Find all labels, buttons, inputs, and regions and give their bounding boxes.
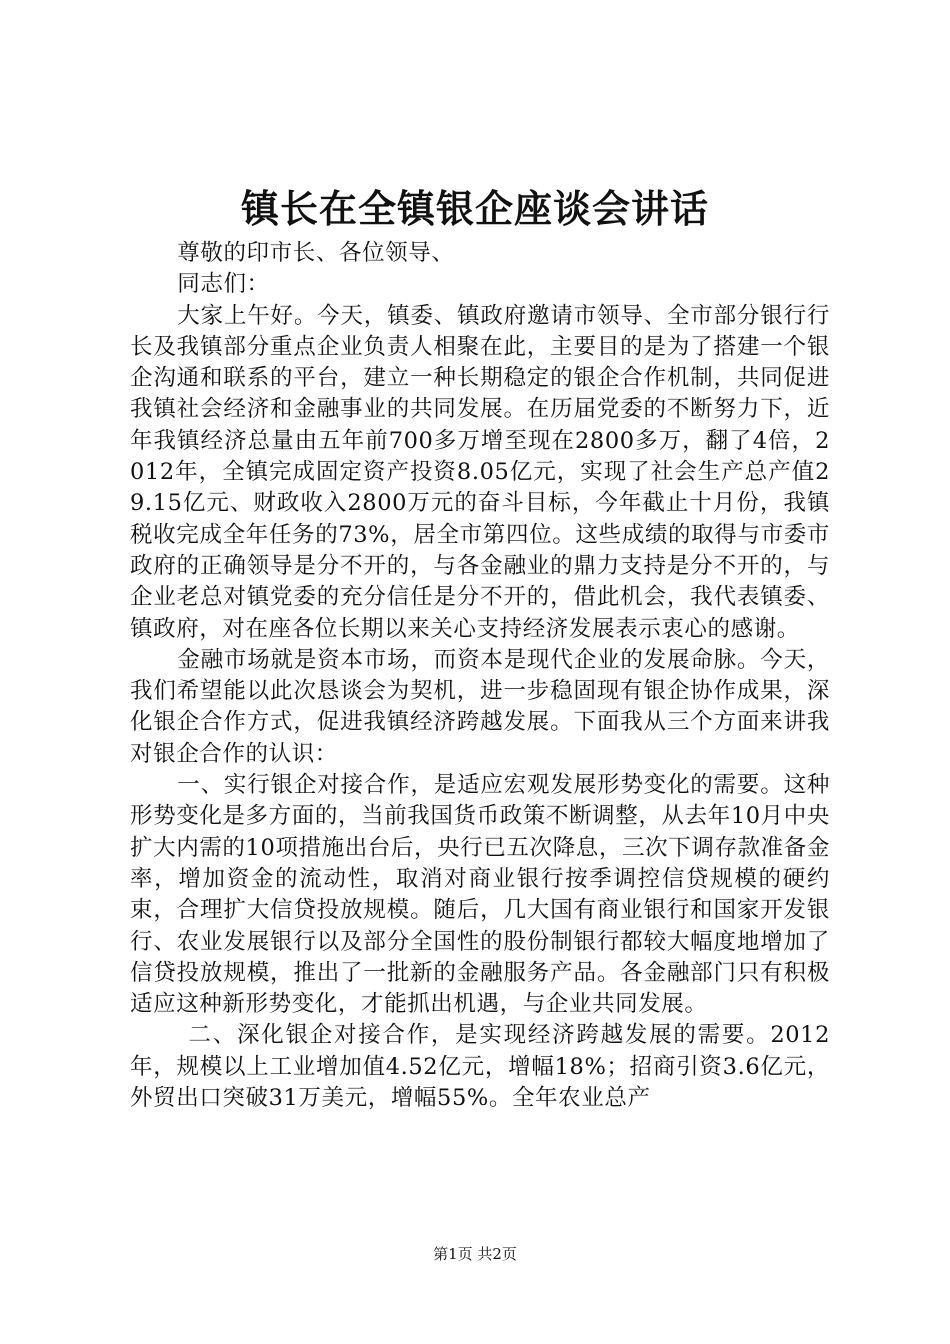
body-paragraph: 金融市场就是资本市场，而资本是现代企业的发展命脉。今天，我们希望能以此次恳谈会为契机，进一步稳固现有银企协作成果，深化银企合作方式，促进我镇经济跨越发展。下面我从三个方面来讲我对银企合作的认识： — [130, 646, 830, 767]
salutation-line: 尊敬的印市长、各位领导、 — [177, 240, 455, 266]
page-number: 第1页 共2页 — [433, 1245, 517, 1263]
salutation-line: 同志们： — [177, 271, 270, 298]
page-title: 镇长在全镇银企座谈会讲话 — [240, 187, 709, 231]
body-paragraph: 二、深化银企对接合作，是实现经济跨越发展的需要。2012年，规模以上工业增加值4.52亿元，增幅18%；招商引资3.6亿元，外贸出口突破31万美元，增幅55%。全年农业总产 — [130, 1022, 830, 1112]
document-body — [130, 238, 830, 1114]
body-paragraph: 一、实行银企对接合作，是适应宏观发展形势变化的需要。这种形势变化是多方面的，当前我国货币政策不断调整，从去年10月中央扩大内需的10项措施出台后，央行已五次降息，三次下调存款准备金率，增加资金的流动性，取消对商业银行按季调控信贷规模的硬约束，合理扩大信贷投放规模。随后，几大国有商业银行和国家开发银行、农业发展银行以及部分全国性的股份制银行都较大幅度地增加了信贷投放规模，推出了一批新的金融服务产品。各金融部门只有积极适应这种新形势变化，才能抓出机遇，与企业共同发展。 — [130, 772, 830, 1018]
body-paragraph: 大家上午好。今天，镇委、镇政府邀请市领导、全市部分银行行长及我镇部分重点企业负责人相聚在此，主要目的是为了搭建一个银企沟通和联系的平台，建立一种长期稳定的银企合作机制，共同促进我镇社会经济和金融事业的共同发展。在历届党委的不断努力下，近年我镇经济总量由五年前700多万增至现在2800多万，翻了4倍，2012年，全镇完成固定资产投资8.05亿元，实现了社会生产总产值29.15亿元、财政收入2800万元的奋斗目标，今年截止十月份，我镇税收完成全年任务的73%，居全市第四位。这些成绩的取得与市委市政府的正确领导是分不开的，与各金融业的鼎力支持是分不开的，与企业老总对镇党委的充分信任是分不开的，借此机会，我代表镇委、镇政府，对在座各位长期以来关心支持经济发展表示衷心的感谢。 — [130, 302, 830, 642]
